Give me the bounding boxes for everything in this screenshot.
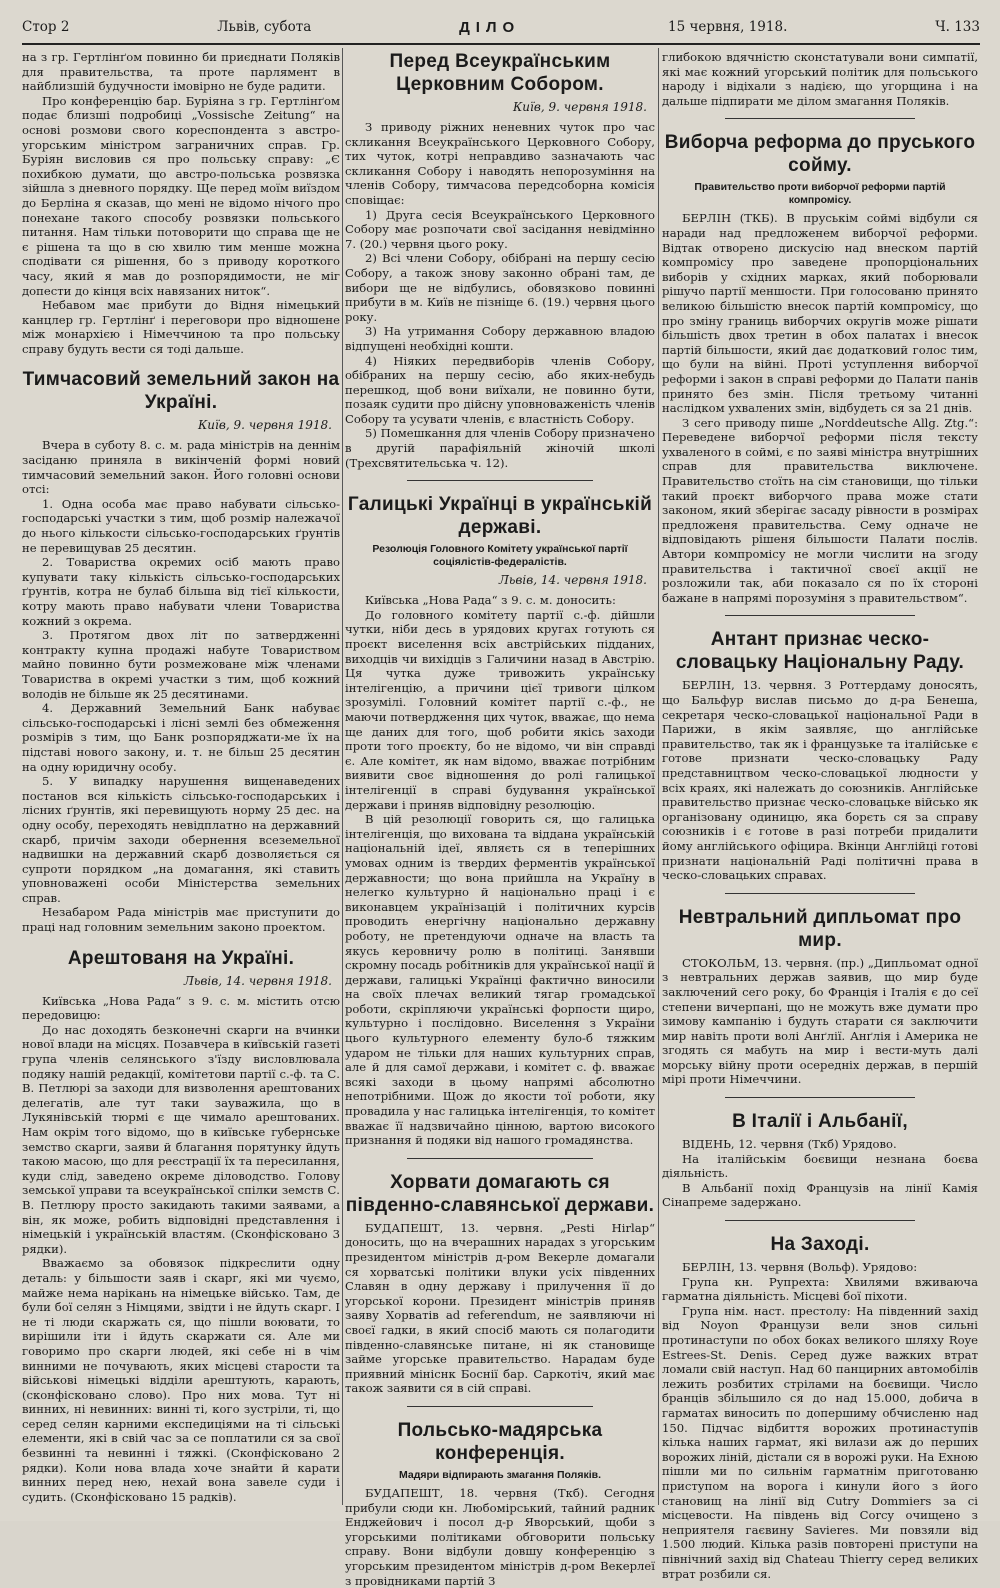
paragraph: 4. Державний Земельний Банк набуває сільсько-господарські і лісні землі без обмеження розмірів з тим, що Банк розпоряджати-ме їх на підставі нового закону, и. т. не більш 25 десятин на одну юридичну особу. bbox=[22, 701, 340, 774]
article-headline: Тимчасовий земельний закон на Україні. bbox=[22, 369, 340, 414]
article-subheadline: Резолюція Головного Комітету української партії соціялістів-федералістів. bbox=[372, 543, 628, 569]
article-headline: На Заході. bbox=[770, 1234, 870, 1256]
paragraph: Київська „Нова Рада“ з 9. с. м. містить отсю передовицю: bbox=[22, 993, 340, 1023]
article-headline: Антант признає ческо-словацьку Національну Раду. bbox=[675, 629, 965, 674]
paragraph: До головного комітету партії с.-ф. дійшли чутки, ніби десь в урядових кругах готують ся проєкт виселення всіх австрійських підданих, виходців чи вихідців з Галичини назад в Австрію. Ця чутка дуже тривожить українську інтелігенцію, а причини цієї тривоги цілком зрозумілі. Головний комітет партії с.-ф., не маючи потвердження цих чуток, вважає, що нема ще даних для того, щоб робити якісь заходи проти того проєкту, бо не відомо, чи він справді є. Але комітет, як нам відомо, вважає потрібним виявити своє відношення до ролі галицької інтелігенції в справі будування української держави і приняв відповідну резолюцію. bbox=[345, 607, 655, 812]
paragraph: 2. Товариства окремих осіб мають право купувати таку кількість сільсько-господарських ґрунтів, котра не булаб більша від тієї кількости, котру мають право набувати члени Товариства кожний з окрема. bbox=[22, 555, 340, 628]
separator bbox=[725, 118, 915, 119]
place-day: Львів, субота bbox=[217, 19, 312, 35]
paragraph: 1) Друга сесія Всеукраїнського Церковного Собору має розпочати свої засідання невідмінно 7. (20.) червня цього року. bbox=[345, 207, 655, 251]
paragraph: З приводу ріжних неневних чуток про час скликання Всеукраїнського Церковного Собору, тих чуток, котрі неправдиво зазначають час скликання Собору і наводять непорозуміння на членів Собору, тимчасова передсоборна комісія сповіщає: bbox=[345, 120, 655, 207]
article-subheadline: Правительство проти виборчої реформи партій компромісу. bbox=[694, 181, 946, 207]
paragraph: СТОКОЛЬМ, 13. червня. (пр.) „Дипльомат одної з невтральних держав заявив, що мир буде заключений сего року, бо Франція і Італія є до сеї степени вичерпані, що не можуть вже думати про зимову кампанію і будуть старати ся заключити мир навіть проти волі Анґлії. Анґлія і Америка не згодять ся мабуть на мир і вести-муть далі морську війну проти осередніх держав, в першій мірі проти Німеччини. bbox=[662, 955, 978, 1087]
paragraph: глибокою вдячністю сконстатували вони симпатії, які має кожний угорський політик для польського народу і відіхали з надією, що угорщина і на дальше підпирати ме ділом змагання Поляків. bbox=[662, 50, 978, 108]
paragraph: Про конференцію бар. Буріяна з гр. Гертлінґом подає близші подробиці „Vossische Zeitung“ на основі розмови свого кореспондента з австро-угорським міністром заграничних справ. Гр. Буріян висловив ся про польську справу: „Є похибкою думати, що австро-польська розвязка зійшла з дневного порядку. Ще перед моїм виїздом до Берліна я сказав, що мені не відомо нічого про понехане такого способу розвязки польського питання. Нам тільки потоворити що справа ще не є рішена та що в сю хвилю тим менше можна сподівати ся рішення, бо з приводу короткого часу, який я мав до розпорядимости, не міг допести до кінця всіх навязаних ниток“. bbox=[22, 93, 340, 298]
paragraph: Незабаром Рада міністрів має приступити до праці над головним земельним законо проектом. bbox=[22, 905, 340, 935]
column-3 bbox=[662, 50, 978, 1581]
paragraph: 2) Всі члени Собору, обібрані на першу сесію Собору, а також знову законно обрані там, де вибори ще не відбулись, обовязково повинні прибути в м. Київ не пізніще 6. (19.) червня цього року. bbox=[345, 251, 655, 324]
paragraph: БУДАПЕШТ, 13. червня. „Pesti Hirlap“ доносить, що на вчерашних нарадах з угорським президентом міністрів д-ром Векерле домагали ся хорватські політики влуки усіх південних Славян в одну державу і прилучення її до угорської корони. Президент міністрів приняв заяву Хорватів ad referendum, не заявляючи ні своєї гадки, в який спосіб мають ся полагодити південно-славянське питане, ні як становище займе угорське правительство. Нарадам буде приявний мініснк Боснії бар. Саркотіч, який має також заявити ся в сій справі. bbox=[345, 1220, 655, 1396]
issue-number: Ч. 133 bbox=[935, 19, 980, 35]
paragraph: На італійськім боєвищи незнана боєва діяльність. bbox=[662, 1151, 978, 1181]
article-headline: Арештованя на Україні. bbox=[67, 947, 295, 969]
separator bbox=[407, 1158, 593, 1159]
paragraph: 5. У випадку нарушення вищенаведених постанов вся кількість сільсько-господарських і лісних ґрунтів, які перевищують норму 25 дес. на одну особу, переходять невідплатно на державний скарб, причім заходи обернення всеземельної надвишки на державний скарб дозволяється ся супроти порядком „на домагання, які ставить уповноважені особи Міністерства земельних справ. bbox=[22, 774, 340, 905]
paragraph: Вважаємо за обовязок підкреслити одну деталь: у більшости заяв і скарг, які ми чуємо, майже нема нарікань на німецьке військо. Там, де були бої селян з Німцями, звідти і не йдуть скарг. І не ті люди скаржать ся, що пішли воювати, то вирішили іти і йдуть скаржати ся. Але ми говоримо про скарги людей, які себе ні в чім винними не почувають, яких місцеві старости та військові німецькі відділи арештують, карають, (сконфісковано слово). Про них мова. Тут ні винних, ні невинних: винні ті, кого зустріли, ті, що серед селян карними експедиціями на ті сільські елементи, які в свій час за се поплатили ся за свої безвинні та невинні і тяжкі. (Сконфісковано 2 рядки). Коли нова влада хоче знайти й карати винних перед нею, нехай вона завеле суди і судить. (Сконфісковано 15 радків). bbox=[22, 1256, 340, 1504]
separator bbox=[407, 480, 593, 481]
article-headline: Хорвати домагають ся південно-славянської держави. bbox=[345, 1171, 655, 1216]
paragraph: БЕРЛІН, 13. червня. З Роттердаму доносять, що Бальфур вислав письмо до д-ра Бенеша, секретаря ческо-словацької національної Ради в Парижи, в якім заявляє, що англійське правительство, так як і французьке та італійське є готове признати ческо-словацьку Раду представництвом ческо-словацької людности у всіх краях, які належать до союзників. Англійське правительство признає ческо-словацьке військо як організовану одиницю, яка борєть ся за справу союзників і є готове в разі потреби придалити йому англійського офіцира. Вкінци Англійці готові признати національній Раді політичні права в ческо-словацьких справах. bbox=[662, 678, 978, 883]
paragraph: Група кн. Рупрехта: Хвилями вживаюча гарматна діяльність. Місцеві бої піхоти. bbox=[662, 1274, 978, 1304]
dateline: Львів, 14. червня 1918. bbox=[498, 573, 647, 588]
article-headline: Невтральний дипльомат про мир. bbox=[678, 906, 962, 951]
paragraph: В Альбанії похід Французів на лінії Камія Сінапреме задержано. bbox=[662, 1180, 978, 1210]
article-headline: Галицькі Українці в українській державі. bbox=[347, 494, 653, 539]
column-1 bbox=[22, 50, 340, 1509]
separator bbox=[725, 615, 915, 616]
paragraph: 3. Протягом двох літ по затвердженні контракту купна продажі набуте Товариством майно повинно бути розмежоване між членами Товариства в окремі участки з тим, щоб кожний володів не більше як 25 десятинами. bbox=[22, 628, 340, 701]
separator bbox=[725, 893, 915, 894]
article-headline: Перед Всеукраїнським Церковним Собором. bbox=[389, 51, 611, 95]
article-headline: Виборча реформа до пруського сойму. bbox=[664, 132, 976, 177]
newspaper-title: ДІЛО bbox=[459, 18, 521, 36]
page-number: Стор 2 bbox=[22, 19, 70, 35]
dateline: Львів, 14. червня 1918. bbox=[183, 973, 332, 988]
paragraph: Київська „Нова Рада“ з 9. с. м. доносить: bbox=[365, 593, 616, 608]
issue-date: 15 червня, 1918. bbox=[667, 19, 788, 35]
article-headline: Польсько-мадярська конференція. bbox=[397, 1419, 603, 1464]
separator bbox=[725, 1097, 915, 1098]
paragraph: До нас доходять безконечні скарги на вчинки нової влади на місцях. Позавчера в київській газеті група членів селянського з'їзду висловлювала подяку нашій редакції, комітетови партії с.-ф. та С. В. Петлюрі за заходи для визволення арештованих делегатів, але тут таки зауважила, що в Лукянівській тюрмі є ще чимало арештованих. Нам окрім того відомо, що в київське губернське земство скарги, заяви й благання порятунку йдуть такою масою, що для реєстрації їх та пересилання, куди слід, заведено окреме діловодство. Голову земської управи та всеукраїнської спілки земств С. В. Петлюру просто закидають такими заявами, а він, як може, робить відповідні представлення і німецькій і українській властям. (Сконфісковано 3 рядки). bbox=[22, 1022, 340, 1256]
paragraph: БЕРЛІН (ТКБ). В пруськім соймі відбули ся наради над предложенем виборчої реформи. Відтак отворено дискусію над внеском партій компромісу про заведене пропорціональних виборів у східних марках, який поборювали рішучо партії меншости. При голосованю принято великою більшістю внесок партій компромісу, що про зміну границь виборчих округів може рішати більшість двох третин в обох палатах і внесок партій більшости, який дає додатковий голос тим, що були на війні. Проті уступлення виборчої реформи і закон в справі реформи до Палати панів принято без змін. Після третьому читанні наслідком ухвалених змін, відбудеть ся за 21 днів. bbox=[662, 211, 978, 416]
paragraph: 5) Помешкання для членів Собору призначено в другій парафіяльній жіночій школі (Трехсвятительська ч. 12). bbox=[345, 426, 655, 470]
paragraph: В цій резолюції говорить ся, що галицька інтелігенція, що вихована та віддана українській національній ідеї, являєть ся в теперішних умовах одним із твердих ферментів української державности; що вона прийшла на Україну в нелегко культурно й національно праці і є виконавцем українізацій і політичних курсів проводить енергічну національно державну роботу, не претендуючи одначе на власть та якусь керовничу ролю в політиці. Занявши скромну посадь робітників для української нації й держави, галицькі Українці фактично виносили на своїх плечах великий тягар громадської роботи, скріпляючи українські форпости щиро, культурно і послідовно. Виселення з України цього культурного елементу було-б тяжким ударом не тільки для наших культурних справ, але й для самої держави, і комітет с. ф. вважає всякі заходи в цьому напрямі абсолютно непотрібними. Щож до якости тої роботи, яку провадила у нас галицька інтелігенція, то комітет вважає її надзвичайно цінною, вартою високого признання й подяки від нашого громадянства. bbox=[345, 812, 655, 1148]
column-2 bbox=[345, 50, 655, 1588]
paragraph: на з гр. Гертлінґом повинно би приєднати Поляків для правительства, та проте парлямент в найблизшій будучности імовірно не буде радити. bbox=[22, 50, 340, 94]
column-rule bbox=[342, 48, 343, 1505]
column-rule bbox=[658, 48, 659, 1505]
paragraph: З сего приводу пише „Norddeutsche Allg. Ztg.“: Переведене виборчої реформи після тексту ухваленого в соймі, є по заяві міністра внутрішних справ для правительства виключене. Правительство стоїть на сім становищи, що тільки такий проєкт виборчого права може стати законом, який зберігає засаду рівности в розмірах предложеня правительства. Сему одначе не відповідають рішеня більшости Палати послів. Автори компромісу не могли числити на згоду правительства і тактичної своєї акції не розложили так, аби показало ся по їх стороні бажане в напрямі порозуміня з правительством“. bbox=[662, 415, 978, 605]
paragraph: 1. Одна особа має право набувати сільсько-господарські участки з тим, щоб розмір належачої до нього кількости сільсько-господарських ґрунтів не перевищував 25 десятин. bbox=[22, 496, 340, 555]
article-subheadline: Мадяри відпирають змагання Поляків. bbox=[398, 1468, 601, 1481]
paragraph: Група нім. наст. престолу: На південний захід від Noyon Французи вели знов сильні протинаступи по обох боках великого шляху Roye Estrees-St. Denis. Серед дуже важких втрат ломали свій наступ. Над 60 панцирних автомобілів лежить розбитих стрілами на боєвищи. Число бранців збільшило ся до над 15.000, добича в гарматах виносить по допершиму обчисленю над 150. Підчас відбиття ворожих протинаступів кілька наших гармат, які вилази аж до перших ворожих ліній, дістали ся в ворожі руки. На Ехною пішли ми по сильнім гарматнім приготованю приступом на ворога і кинули його з його становищ на лінії від Cutry Dommiers за сі місцевости. На південь від Corcy очищено з неприятеля гаєвину Savieres. Ми повзяли від 1.500 людий. Кілька разів повторені приступи на північний захід від Chateau Thierry серед великих втрат розбили ся. bbox=[662, 1303, 978, 1581]
paragraph: 4) Ніяких передвиборів членів Собору, обібраних на першу сесію, або яких-небудь перешкод, щоб вони виїхали, не повинно бути, позаяк судити про дійсну уповноваженість членів Собору та усувати членів, є властність Собору. bbox=[345, 353, 655, 426]
paragraph: 3) На утримання Собору державною владою відпущені необхідні кошти. bbox=[345, 324, 655, 353]
paragraph: ВІДЕНЬ, 12. червня (Ткб) Урядово. bbox=[682, 1137, 897, 1152]
paragraph: Вчера в суботу 8. с. м. рада міністрів на деннім засіданю приняла в викінченій формі новий тимчасовий земельний закон. Його головні основи отсі: bbox=[22, 438, 340, 497]
paragraph: БУДАПЕШТ, 18. червня (Ткб). Сегодня прибули сюди кн. Любомірський, тайний радник Енджейович і посол д-р Яворський, щоби з угорськими політиками обговорити польську справу. Вони відбули довшу конференцію з угорським президентом міністрів д-ром Векерлеї з провідниками партій З bbox=[345, 1485, 655, 1588]
separator bbox=[725, 1220, 915, 1221]
separator bbox=[407, 1406, 593, 1407]
dateline: Київ, 9. червня 1918. bbox=[513, 100, 647, 114]
paragraph: Небавом має прибути до Відня німецький канцлер гр. Гертлінґ і переговори про відношене між монархією і Німеччиною та про польську справу будуть вести ся тоді дальше. bbox=[22, 298, 340, 356]
paragraph: БЕРЛІН, 13. червня (Вольф). Урядово: bbox=[682, 1260, 918, 1275]
dateline: Київ, 9. червня 1918. bbox=[198, 418, 332, 433]
article-headline: В Італії і Альбанії, bbox=[732, 1111, 908, 1133]
masthead bbox=[22, 14, 980, 45]
